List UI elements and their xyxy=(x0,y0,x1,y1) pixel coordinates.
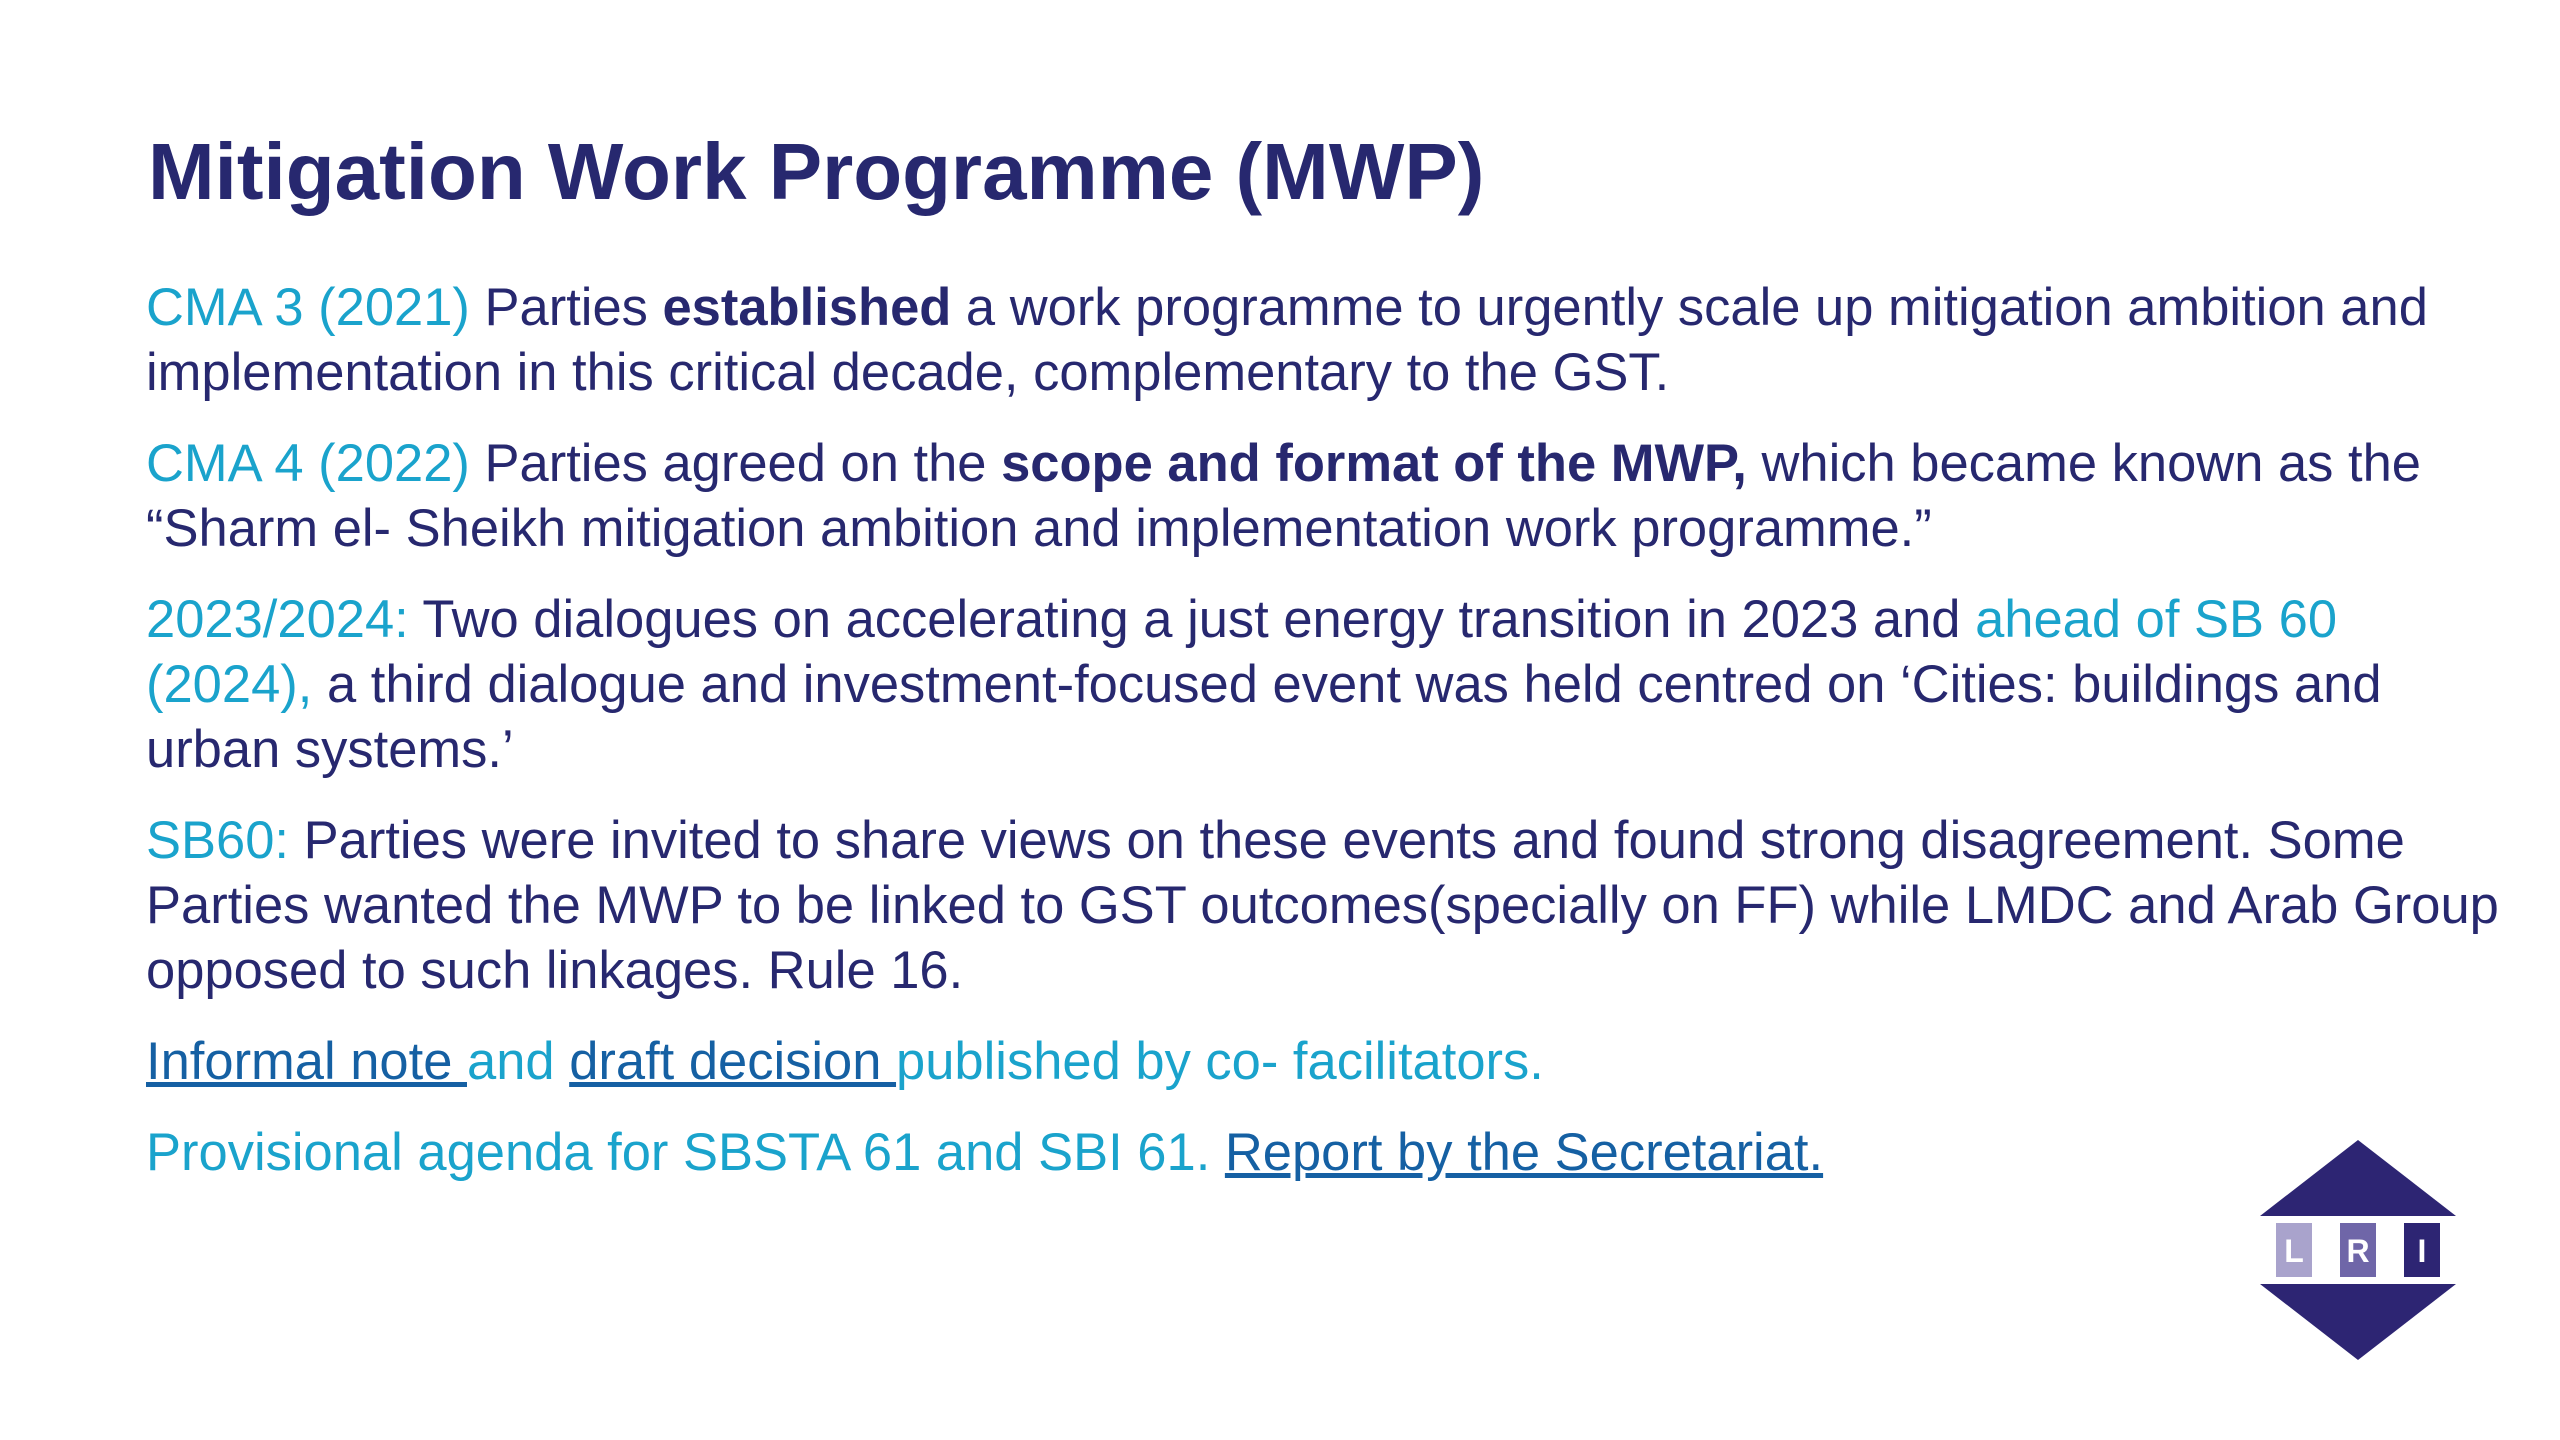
paragraph-provisional-agenda xyxy=(146,1120,2516,1185)
secretariat-report-link[interactable]: Report by the Secretariat. xyxy=(1224,1123,1824,1182)
cma3-text-b: a work programme to urgently scale up mitigation ambition and implementation in this critical decade, complementary to the GST. xyxy=(146,278,2428,402)
paragraph-cma3 xyxy=(146,275,2516,405)
paragraph-2023-2024 xyxy=(146,587,2516,782)
sb60-label: SB60: xyxy=(146,811,290,870)
dialogues-text-b: a third dialogue and investment-focused event was held centred on ‘Cities: buildings and urban systems.’ xyxy=(146,655,2382,779)
informal-note-text-a: and xyxy=(467,1032,570,1091)
paragraph-sb60 xyxy=(146,808,2516,1003)
paragraph-informal-note xyxy=(146,1029,2516,1094)
paragraph-cma4 xyxy=(146,431,2516,561)
cma4-bold: scope and format of the MWP, xyxy=(1001,434,1747,493)
page-title: Mitigation Work Programme (MWP) xyxy=(148,127,1485,216)
informal-note-text-b: published by co- facilitators. xyxy=(896,1032,1544,1091)
cma4-text-a: Parties agreed on the xyxy=(469,434,1002,493)
cma3-label: CMA 3 (2021) xyxy=(146,278,470,337)
logo-letter-i: I xyxy=(2417,1233,2427,1269)
logo-letter-r: R xyxy=(2346,1233,2370,1269)
cma3-text-a: Parties xyxy=(469,278,663,337)
logo-letter-l: L xyxy=(2284,1233,2304,1269)
sb60-text: Parties were invited to share views on these events and found strong disagreement. Some Parties wanted the MWP to be linked to GST outcomes(specially on FF) while LMDC and Arab Group opposed to such linkages. Rule 16. xyxy=(146,811,2499,1000)
logo-top-triangle xyxy=(2260,1140,2456,1216)
cma4-label: CMA 4 (2022) xyxy=(146,434,470,493)
draft-decision-link[interactable]: draft decision xyxy=(569,1032,897,1091)
lri-logo xyxy=(2258,1138,2458,1362)
dialogues-text-a: Two dialogues on accelerating a just energy transition in 2023 and xyxy=(408,590,1976,649)
cma4-text-b: which became known as the “Sharm el- Sheikh mitigation ambition and implementation work programme.” xyxy=(146,434,2421,558)
provisional-agenda-text: Provisional agenda for SBSTA 61 and SBI 61. xyxy=(146,1123,1225,1182)
slide-body xyxy=(146,275,2516,1211)
cma3-bold: established xyxy=(662,278,952,337)
dialogues-label: 2023/2024: xyxy=(146,590,409,649)
logo-bottom-triangle xyxy=(2260,1284,2456,1360)
informal-note-link[interactable]: Informal note xyxy=(146,1032,467,1091)
dialogues-highlight: ahead of SB 60 (2024), xyxy=(146,590,2338,714)
